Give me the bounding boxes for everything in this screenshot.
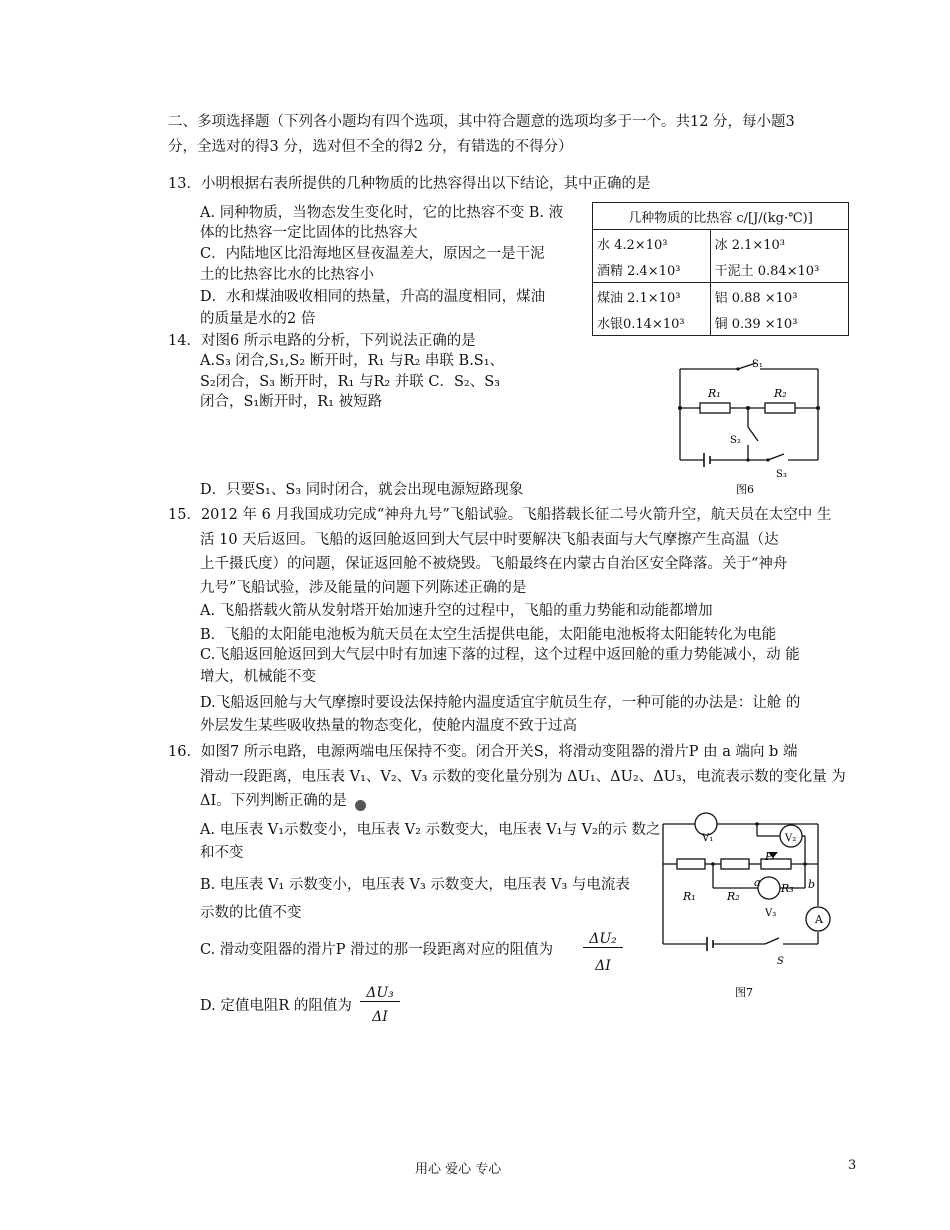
q14-stem: 14．对图6 所示电路的分析，下列说法正确的是: [168, 333, 476, 349]
table-cell: 干泥土 0.84×10³: [710, 256, 848, 283]
section-title-line2: 分，全选对的得3 分，选对但不全的得2 分，有错选的不得分）: [168, 139, 573, 155]
q15-option-c2: 增大，机械能不变: [200, 669, 316, 685]
label-s2: S₂: [730, 435, 741, 446]
label-s1: S₁: [752, 359, 763, 370]
q13-line3: C．内陆地区比沿海地区昼夜温差大，原因之一是干泥: [200, 246, 545, 262]
q16-line2: 滑动一段距离，电压表 V₁、V₂、V₃ 示数的变化量分别为 ΔU₁、ΔU₂、ΔU₃，电流表示数的变化量 为: [200, 769, 846, 785]
q15-option-a: A. 飞船搭载火箭从发射塔开始加速升空的过程中，飞船的重力势能和动能都增加: [200, 603, 713, 619]
table-cell: 铜 0.39 ×10³: [710, 309, 848, 336]
figure-7-caption: 图7: [735, 986, 753, 999]
q16-option-b1: B. 电压表 V₁ 示数变小，电压表 V₃ 示数变大，电压表 V₃ 与电流表: [200, 877, 630, 893]
circuit-figure-6: [670, 355, 830, 495]
q13-line4: 土的比热容比水的比热容小: [200, 267, 374, 283]
q15-line3: 上千摄氏度）的问题，保证返回舱不被烧毁。飞船最终在内蒙古自治区安全降落。关于“神舟: [200, 556, 788, 572]
fraction-c-numerator: ΔU₂: [583, 931, 623, 948]
q15-line4: 九号”飞船试验，涉及能量的问题下列陈述正确的是: [200, 580, 527, 596]
label-b: b: [808, 878, 816, 891]
label-a: a: [754, 876, 761, 889]
figure-6-caption: 图6: [736, 483, 754, 495]
table-title: 几种物质的比热容 c/[J/(kg·℃)]: [593, 203, 849, 230]
q15-line1: 15．2012 年 6 月我国成功完成“神舟九号”飞船试验。飞船搭载长征二号火箭升空，航天员在太空中 生: [168, 507, 832, 523]
label-s3: S₃: [776, 469, 787, 480]
q15-option-d1: D.飞船返回舱与大气摩擦时要设法保持舱内温度适宜宇航员生存，一种可能的办法是：让舱 的: [200, 695, 801, 711]
q15-option-c1: C.飞船返回舱返回到大气层中时有加速下落的过程，这个过程中返回舱的重力势能减小，动 能: [200, 647, 800, 663]
table-cell: 铝 0.88 ×10³: [710, 283, 848, 310]
label-v3: V₃: [765, 908, 777, 919]
table-cell: 水 4.2×10³: [593, 230, 711, 257]
ink-dot: [355, 800, 366, 811]
q14-option-d: D．只要S₁、S₃ 同时闭合，就会出现电源短路现象: [200, 482, 524, 498]
q13-line2: 体的比热容一定比固体的比热容大: [200, 225, 418, 241]
label-v1: V₁: [702, 833, 714, 844]
label-ammeter: A: [815, 913, 823, 926]
q15-line2: 活 10 天后返回。飞船的返回舱返回到大气层中时要解决飞船表面与大气摩擦产生高温（达: [200, 532, 779, 548]
q16-option-a2: 和不变: [200, 845, 244, 861]
specific-heat-table: [592, 202, 849, 336]
q14-line1: A.S₃ 闭合,S₁,S₂ 断开时，R₁ 与R₂ 串联 B.S₁、: [200, 353, 505, 369]
footer-slogan: 用心 爱心 专心: [415, 1162, 502, 1177]
q13-line1: A. 同种物质，当物态发生变化时，它的比热容不变 B. 液: [200, 205, 564, 221]
q16-line3: ΔI。下列判断正确的是: [200, 793, 347, 809]
table-cell: 冰 2.1×10³: [710, 230, 848, 257]
page-number: 3: [848, 1158, 857, 1173]
fraction-d-numerator: ΔU₃: [360, 985, 400, 1002]
label-s: S: [777, 956, 784, 967]
section-title-line1: 二、多项选择题（下列各小题均有四个选项，其中符合题意的选项均多于一个。共12 分，每小题3: [168, 114, 795, 130]
label-r1: R₁: [683, 890, 696, 903]
label-r2: R₂: [727, 890, 740, 903]
q16-line1: 16．如图7 所示电路，电源两端电压保持不变。闭合开关S，将滑动变阻器的滑片P 由 a 端向 b 端: [168, 744, 798, 760]
label-r1: R₁: [708, 387, 721, 400]
q15-option-d2: 外层发生某些吸收热量的物态变化，使舱内温度不致于过高: [200, 718, 577, 734]
label-r3: R₃: [781, 882, 794, 895]
q15-option-b: B．飞船的太阳能电池板为航天员在太空生活提供电能，太阳能电池板将太阳能转化为电能: [200, 627, 777, 643]
q14-line3: 闭合，S₁断开时，R₁ 被短路: [200, 394, 383, 410]
q16-option-c: C. 滑动变阻器的滑片P 滑过的那一段距离对应的阻值为: [200, 942, 554, 958]
q16-option-a1: A. 电压表 V₁示数变小，电压表 V₂ 示数变大，电压表 V₁与 V₂的示 数之: [200, 822, 661, 838]
q13-line5: D．水和煤油吸收相同的热量，升高的温度相同，煤油: [200, 289, 546, 305]
q13-line6: 的质量是水的2 倍: [200, 311, 316, 327]
fraction-d-denominator: ΔI: [372, 1009, 388, 1025]
table-cell: 煤油 2.1×10³: [593, 283, 711, 310]
circuit-figure-7: [655, 808, 835, 1003]
table-cell: 水银0.14×10³: [593, 309, 711, 336]
q14-line2: S₂闭合，S₃ 断开时，R₁ 与R₂ 并联 C．S₂、S₃: [200, 374, 500, 390]
label-p: P: [765, 850, 773, 863]
q16-option-b2: 示数的比值不变: [200, 905, 302, 921]
q13-stem: 13．小明根据右表所提供的几种物质的比热容得出以下结论，其中正确的是: [168, 176, 651, 192]
label-v2: V₂: [785, 833, 797, 844]
table-cell: 酒精 2.4×10³: [593, 256, 711, 283]
label-r2: R₂: [774, 387, 787, 400]
q16-option-d: D. 定值电阻R 的阻值为: [200, 998, 352, 1014]
fraction-c-denominator: ΔI: [595, 958, 611, 974]
